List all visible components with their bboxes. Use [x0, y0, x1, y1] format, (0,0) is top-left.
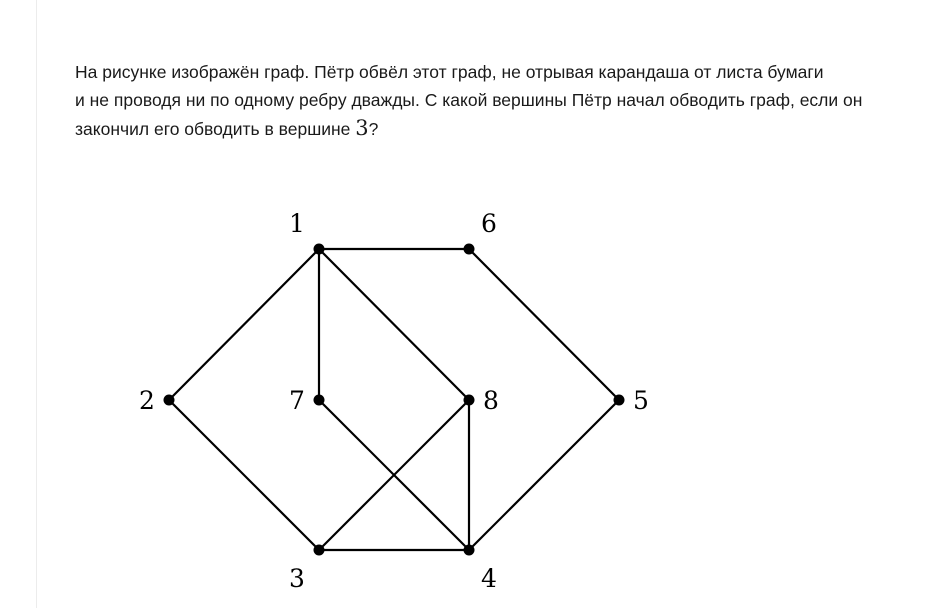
edge-1-2: [169, 249, 319, 400]
graph-vertex-labels: [139, 209, 649, 593]
vertex-5: [614, 395, 625, 406]
vertex-8: [464, 395, 475, 406]
vertex-label-2: 2: [139, 386, 155, 415]
vertex-label-4: 4: [481, 564, 497, 593]
vertex-3: [314, 545, 325, 556]
graph-edges: [169, 249, 619, 550]
problem-line-2: и не проводя ни по одному ребру дважды. С какой вершины Пётр начал обводить граф, если он: [75, 90, 863, 110]
question-mark: ?: [368, 119, 379, 139]
vertex-6: [464, 244, 475, 255]
vertex-label-1: 1: [289, 209, 305, 238]
vertex-label-7: 7: [289, 386, 305, 415]
graph-vertices: [164, 244, 625, 556]
vertex-7: [314, 395, 325, 406]
vertex-label-3: 3: [289, 564, 305, 593]
edge-5-4: [469, 400, 619, 550]
problem-line-3-text: закончил его обводить в вершине: [75, 119, 356, 139]
vertex-number-math: 3: [355, 116, 369, 140]
edge-1-8: [319, 249, 469, 400]
vertex-1: [314, 244, 325, 255]
problem-line-1: На рисунке изображён граф. Пётр обвёл этот граф, не отрывая карандаша от листа бумаги: [75, 62, 824, 82]
vertex-4: [464, 545, 475, 556]
vertex-label-8: 8: [483, 386, 499, 415]
vertex-2: [164, 395, 175, 406]
edge-6-5: [469, 249, 619, 400]
edge-2-3: [169, 400, 319, 550]
vertex-label-6: 6: [481, 209, 497, 238]
vertex-label-5: 5: [633, 386, 649, 415]
